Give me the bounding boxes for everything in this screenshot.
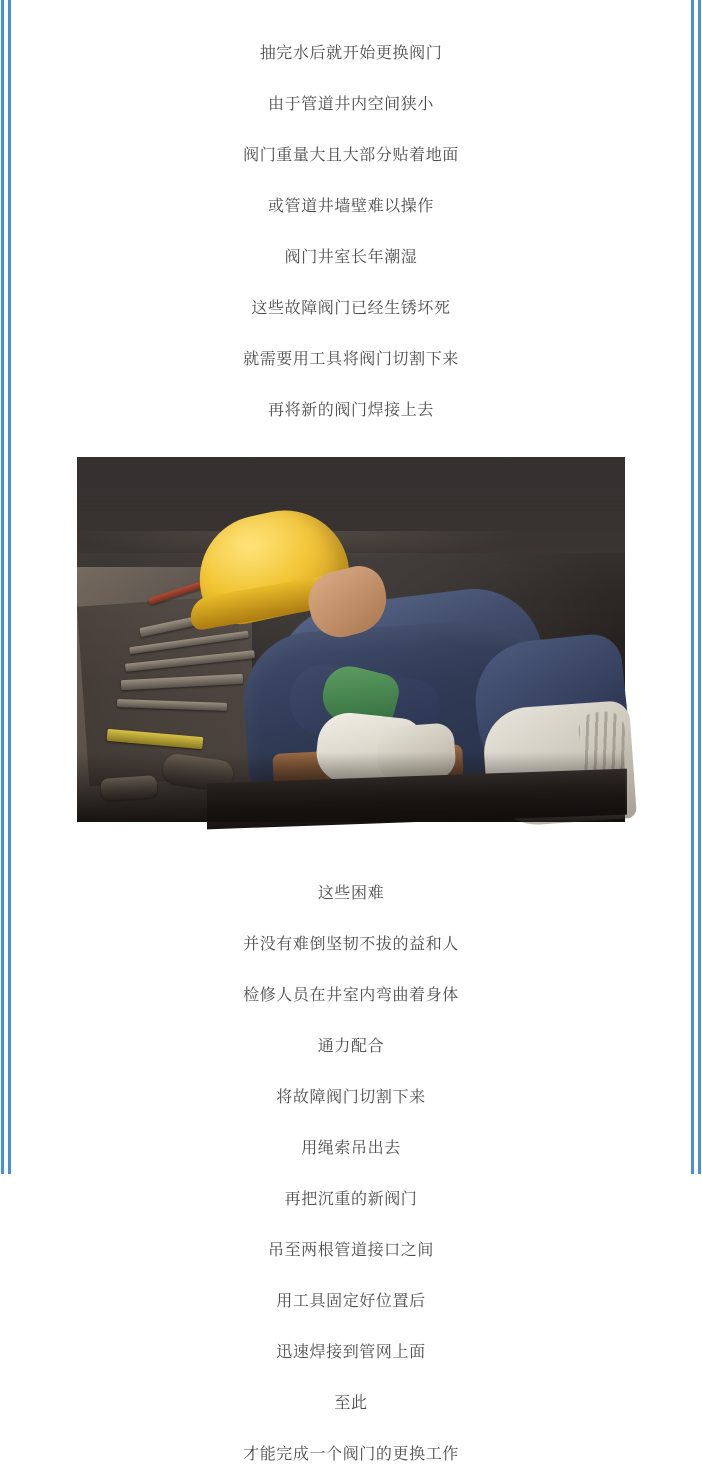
article-line: 至此: [334, 1395, 368, 1412]
bottom-text-block: [30, 822, 672, 1472]
article-line: 用工具固定好位置后: [276, 1293, 426, 1310]
article-line: 或管道井墙壁难以操作: [267, 198, 434, 215]
article-line: 这些困难: [317, 885, 385, 902]
article-line: 才能完成一个阀门的更换工作: [243, 1446, 459, 1463]
photo-shaft-wall: [77, 457, 625, 553]
article-line: 由于管道井内空间狭小: [267, 96, 434, 113]
article-line: 将故障阀门切割下来: [276, 1089, 426, 1106]
article-photo: [77, 457, 625, 822]
article-line: 这些故障阀门已经生锈坏死: [251, 300, 451, 317]
article-line: 通力配合: [317, 1038, 385, 1055]
article-line: 就需要用工具将阀门切割下来: [243, 351, 459, 368]
article-line: 用绳索吊出去: [301, 1140, 401, 1157]
article-line: 并没有难倒坚韧不拔的益和人: [243, 936, 459, 953]
top-text-block: [30, 0, 672, 428]
article-line: 吊至两根管道接口之间: [267, 1242, 434, 1259]
article-line: 迅速焊接到管网上面: [276, 1344, 426, 1361]
article-line: 再将新的阀门焊接上去: [267, 402, 434, 419]
article-line: 检修人员在井室内弯曲着身体: [243, 987, 459, 1004]
photo-floor-shadow: [77, 752, 625, 822]
article-line: 再把沉重的新阀门: [284, 1191, 418, 1208]
article-line: 阀门重量大且大部分贴着地面: [243, 147, 459, 164]
photo-scene: [77, 457, 625, 822]
article-line: 抽完水后就开始更换阀门: [259, 45, 443, 62]
article-line: 阀门井室长年潮湿: [284, 249, 418, 266]
